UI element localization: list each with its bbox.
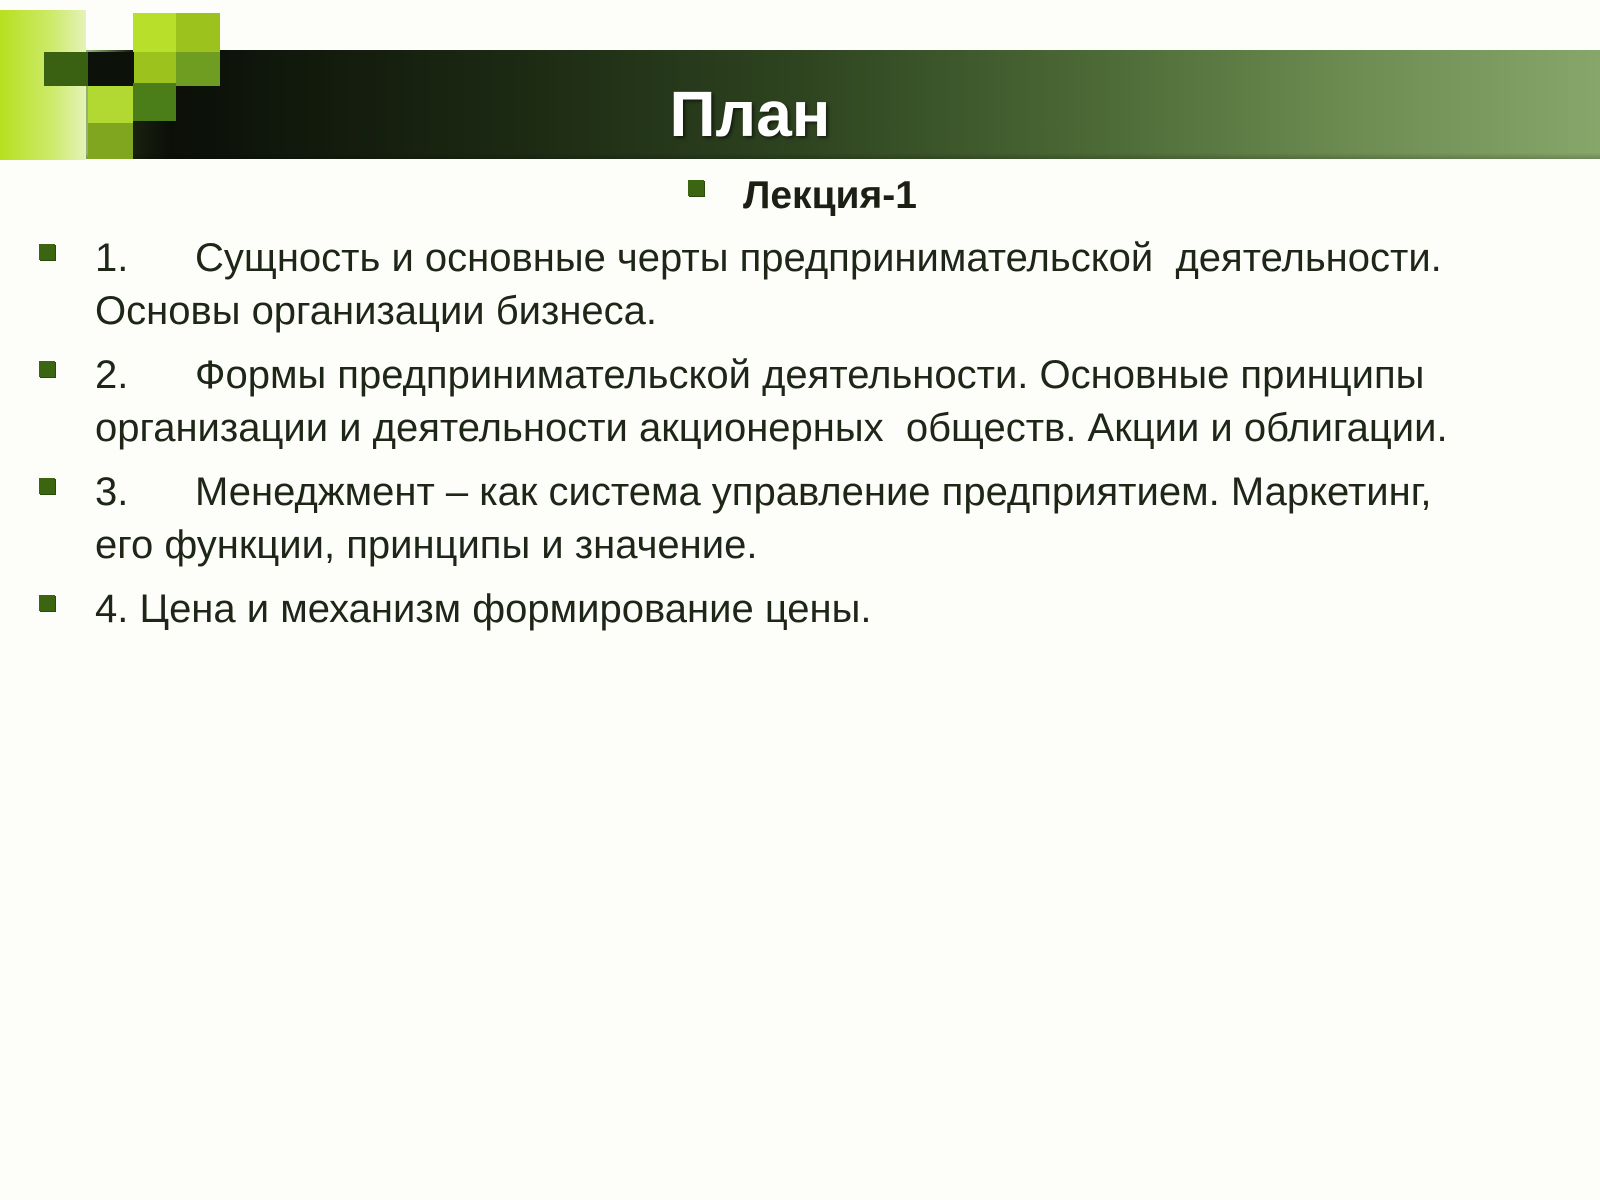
- plan-item-1: [0, 232, 1600, 338]
- plan-item-text: 4. Цена и механизм формирование цены.: [95, 587, 872, 631]
- plan-item-text: 1. Сущность и основные черты предпринимательской деятельности. Основы организации бизнеса.: [95, 236, 1442, 333]
- square-bullet-icon: [39, 244, 55, 260]
- plan-item-2: [0, 349, 1600, 455]
- lecture-heading: [0, 172, 1600, 222]
- square-bullet-icon: [39, 478, 55, 494]
- square-bullet-icon: [39, 595, 55, 611]
- plan-item-text: 3. Менеджмент – как система управление предприятием. Маркетинг, его функции, принципы и значение.: [95, 470, 1432, 567]
- plan-item-text: 2. Формы предпринимательской деятельности. Основные принципы организации и деятельности акционерных обществ. Акции и облигации.: [95, 353, 1448, 450]
- decor-square: [133, 13, 176, 52]
- plan-list: [0, 232, 1600, 647]
- square-bullet-icon: [39, 361, 55, 377]
- plan-item-4: [0, 583, 1600, 636]
- lecture-heading-text: Лекция-1: [743, 174, 917, 217]
- square-bullet-icon: [688, 180, 704, 196]
- plan-item-3: [0, 466, 1600, 572]
- slide-title: План: [669, 78, 831, 150]
